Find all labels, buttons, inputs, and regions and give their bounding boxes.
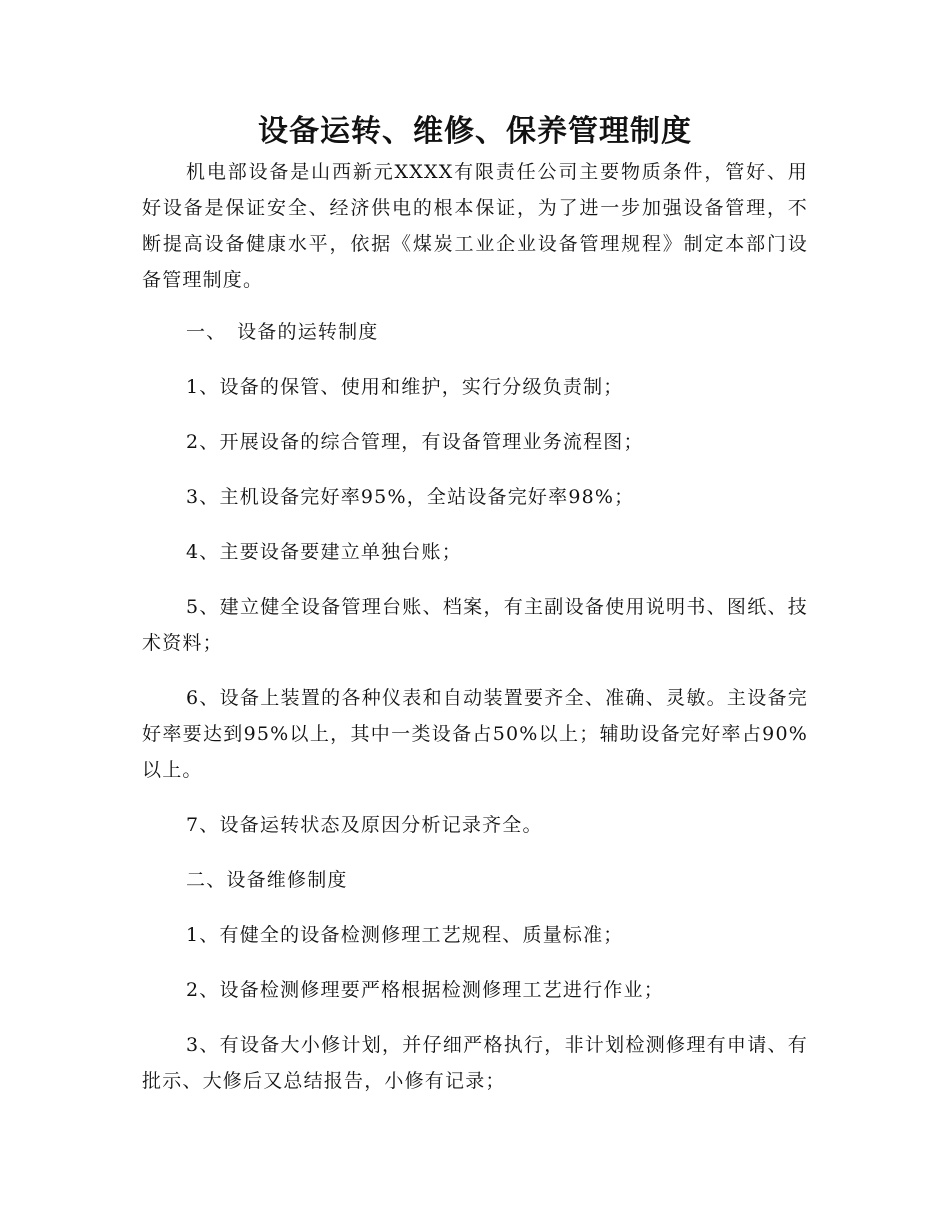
document-title: 设备运转、维修、保养管理制度 [258, 114, 692, 149]
section-heading-operation: 一、 设备的运转制度 [186, 321, 379, 343]
operation-item-6: 6、设备上装置的各种仪表和自动装置要齐全、准确、灵敏。主设备完好率要达到95%以上，其中一类设备占50%以上；辅助设备完好率占90%以上。 [142, 687, 808, 781]
operation-item-7: 7、设备运转状态及原因分析记录齐全。 [186, 814, 543, 836]
operation-item-5: 5、建立健全设备管理台账、档案，有主副设备使用说明书、图纸、技术资料； [142, 596, 808, 654]
maintenance-item-1: 1、有健全的设备检测修理工艺规程、质量标准； [186, 924, 624, 946]
maintenance-item-3: 3、有设备大小修计划，并仔细严格执行，非计划检测修理有申请、有批示、大修后又总结报告，小修有记录； [142, 1034, 808, 1092]
operation-item-3: 3、主机设备完好率95%，全站设备完好率98%； [186, 486, 635, 508]
maintenance-item-2: 2、设备检测修理要严格根据检测修理工艺进行作业； [186, 979, 664, 1001]
section-heading-maintenance: 二、设备维修制度 [186, 869, 348, 891]
intro-paragraph: 机电部设备是山西新元XXXX有限责任公司主要物质条件，管好、用好设备是保证安全、经济供电的根本保证，为了进一步加强设备管理，不断提高设备健康水平，依据《煤炭工业企业设备管理规程》制定本部门设备管理制度。 [142, 161, 808, 291]
operation-item-1: 1、设备的保管、使用和维护，实行分级负责制； [186, 376, 624, 398]
operation-item-2: 2、开展设备的综合管理，有设备管理业务流程图； [186, 431, 644, 453]
operation-item-4: 4、主要设备要建立单独台账； [186, 541, 462, 563]
document-body [142, 110, 808, 1099]
